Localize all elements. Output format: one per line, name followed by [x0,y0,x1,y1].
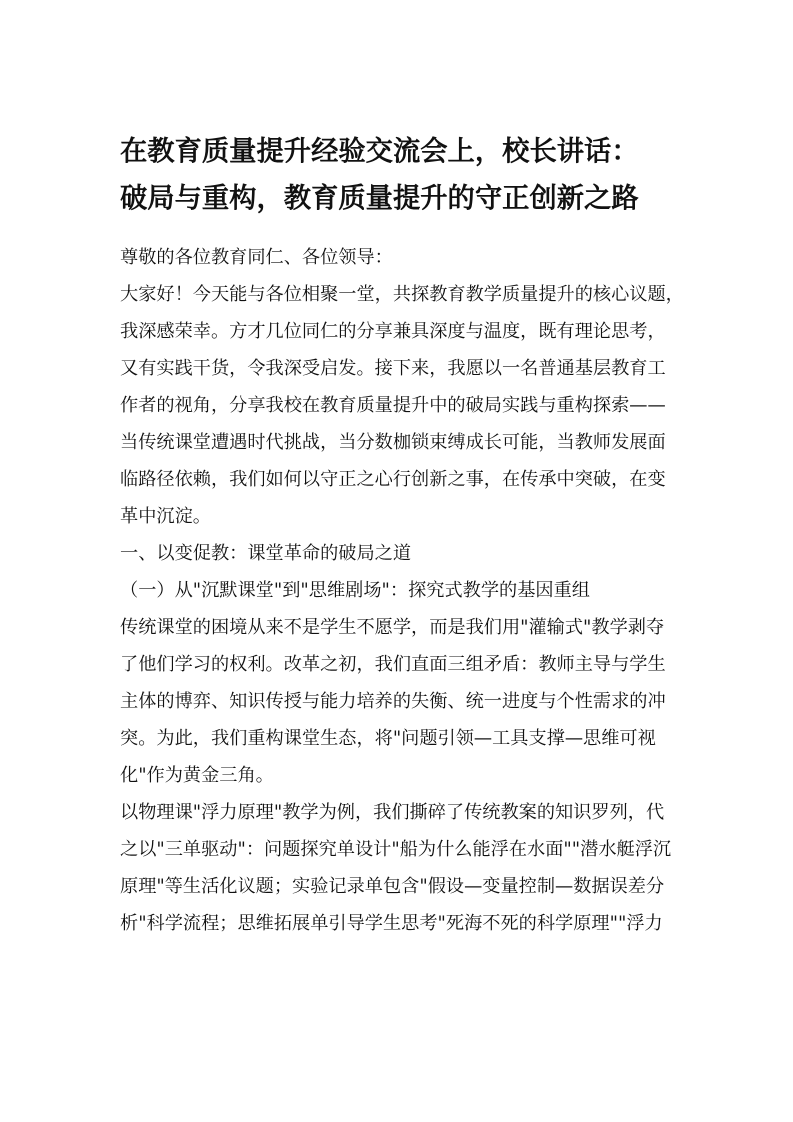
document-body [120,239,684,942]
salutation-line: 尊敬的各位教育同仁、各位领导： [120,247,393,268]
text-line: 突。为此，我们重构课堂生态，将"问题引领—工具支撑—思维可视 [120,728,656,749]
text-line: 作者的视角，分享我校在教育质量提升中的破局实践与重构探索—— [120,395,666,416]
text-line: 之以"三单驱动"：问题探究单设计"船为什么能浮在水面""潜水艇浮沉 [120,839,672,860]
subsection-heading-1-1 [120,572,676,609]
text-line: 了他们学习的权利。改革之初，我们直面三组矛盾：教师主导与学生 [120,654,666,675]
text-line: 临路径依赖，我们如何以守正之心行创新之事，在传承中突破，在变 [120,469,666,490]
title-line: 在教育质量提升经验交流会上，校长讲话： [120,136,639,167]
text-line: 化"作为黄金三角。 [120,765,274,786]
heading-line: 一、以变促教：课堂革命的破局之道 [120,543,412,564]
text-line: 原理"等生活化议题；实验记录单包含"假设—变量控制—数据误差分 [120,876,665,897]
document-title [120,128,676,222]
text-line: 传统课堂的困境从来不是学生不愿学，而是我们用"灌输式"教学剥夺 [120,617,665,638]
text-line: 主体的博弈、知识传授与能力培养的失衡、统一进度与个性需求的冲 [120,691,666,712]
text-line: 大家好！今天能与各位相聚一堂，共探教育教学质量提升的核心议题， [120,284,684,305]
text-line: 当传统课堂遭遇时代挑战，当分数枷锁束缚成长可能，当教师发展面 [120,432,666,453]
paragraph-opening [120,276,684,535]
paragraph-physics-example [120,794,676,942]
text-line: 析"科学流程；思维拓展单引导学生思考"死海不死的科学原理""浮力 [120,913,663,934]
text-line: 以物理课"浮力原理"教学为例，我们撕碎了传统教案的知识罗列，代 [120,802,665,823]
section-heading-1 [120,535,676,572]
text-line: 革中沉淀。 [120,506,211,527]
text-line: 又有实践干货，令我深受启发。接下来，我愿以一名普通基层教育工 [120,358,666,379]
title-line: 破局与重构，教育质量提升的守正创新之路 [120,183,639,214]
text-line: 我深感荣幸。方才几位同仁的分享兼具深度与温度，既有理论思考， [120,321,666,342]
salutation [120,239,676,276]
heading-line: （一）从"沉默课堂"到"思维剧场"：探究式教学的基因重组 [120,580,590,601]
document-page [120,128,684,942]
paragraph-classroom-problem [120,609,676,794]
